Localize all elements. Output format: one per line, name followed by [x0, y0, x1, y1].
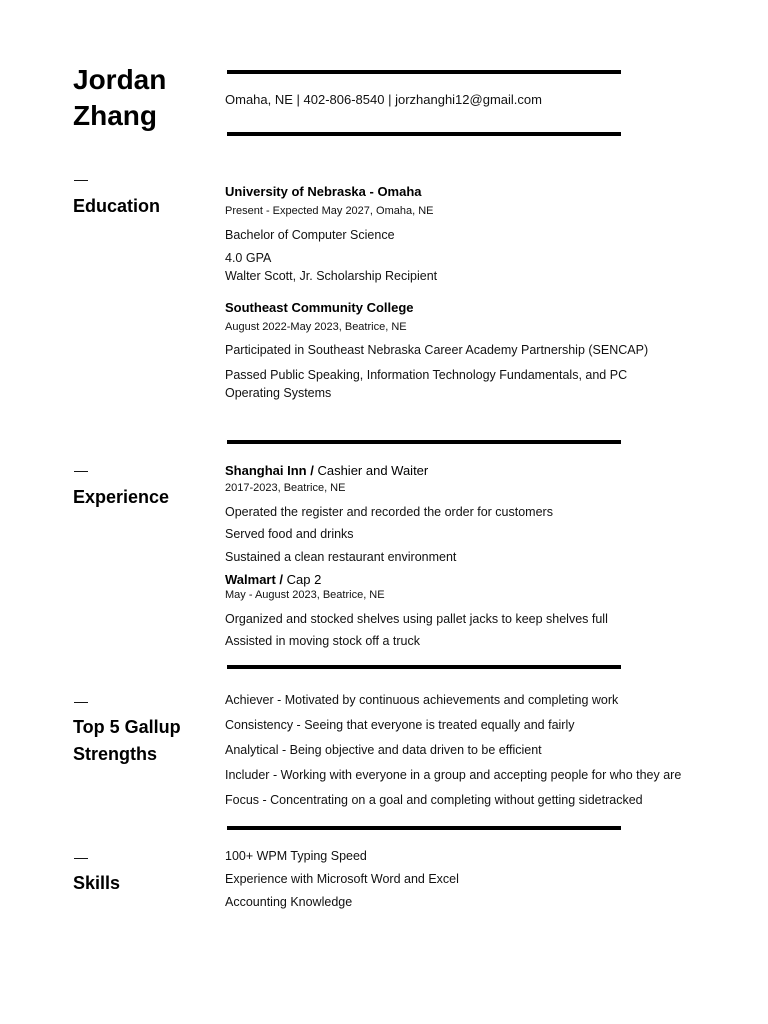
skill-item: Accounting Knowledge [225, 895, 353, 909]
experience-org-shanghai: Shanghai Inn / Cashier and Waiter [225, 463, 429, 478]
strengths-heading-line2: Strengths [73, 744, 158, 764]
header-bottom-rule [227, 132, 621, 136]
contact-info: Omaha, NE | 402-806-8540 | jorzhanghi12@gmail.com [225, 92, 542, 107]
experience-line: Assisted in moving stock off a truck [225, 634, 420, 648]
section-rule [227, 665, 621, 669]
strengths-heading-line1: Top 5 Gallup [73, 717, 181, 737]
skills-dash: — [74, 849, 88, 865]
experience-org-walmart: Walmart / Cap 2 [225, 572, 322, 587]
experience-line: Served food and drinks [225, 527, 354, 541]
section-rule [227, 440, 621, 444]
name-last: Zhang [73, 100, 157, 131]
skill-item: Experience with Microsoft Word and Excel [225, 872, 459, 886]
strength-item: Includer - Working with everyone in a group and accepting people for who they are [225, 768, 682, 782]
education-org-southeast: Southeast Community College [225, 300, 414, 315]
education-org-unomaha: University of Nebraska - Omaha [225, 184, 422, 199]
education-line: Passed Public Speaking, Information Technology Fundamentals, and PC Operating Systems [225, 368, 628, 400]
education-line: Participated in Southeast Nebraska Career Academy Partnership (SENCAP) [225, 343, 649, 357]
strength-item: Achiever - Motivated by continuous achievements and completing work [225, 693, 619, 707]
experience-line: Operated the register and recorded the order for customers [225, 505, 553, 519]
education-line: Bachelor of Computer Science [225, 228, 395, 242]
education-dash: — [74, 171, 88, 187]
section-rule [227, 826, 621, 830]
name-first: Jordan [73, 64, 167, 95]
experience-line: Organized and stocked shelves using pallet jacks to keep shelves full [225, 612, 608, 626]
strength-item: Consistency - Seeing that everyone is treated equally and fairly [225, 718, 575, 732]
experience-meta-walmart: May - August 2023, Beatrice, NE [225, 589, 385, 601]
strength-item: Focus - Concentrating on a goal and completing without getting sidetracked [225, 793, 643, 807]
skills-heading: Skills [73, 873, 121, 893]
strengths-dash: — [74, 693, 88, 709]
education-line: Walter Scott, Jr. Scholarship Recipient [225, 269, 438, 283]
resume-name [73, 62, 213, 134]
skill-item: 100+ WPM Typing Speed [225, 849, 367, 863]
experience-meta-shanghai: 2017-2023, Beatrice, NE [225, 482, 346, 494]
education-heading: Education [73, 196, 161, 216]
header-top-rule [227, 70, 621, 74]
education-line: 4.0 GPA [225, 251, 272, 265]
education-meta-unomaha: Present - Expected May 2027, Omaha, NE [225, 205, 434, 217]
experience-dash: — [74, 462, 88, 478]
strength-item: Analytical - Being objective and data driven to be efficient [225, 743, 542, 757]
experience-line: Sustained a clean restaurant environment [225, 550, 457, 564]
experience-heading: Experience [73, 487, 170, 507]
education-meta-southeast: August 2022-May 2023, Beatrice, NE [225, 321, 407, 333]
